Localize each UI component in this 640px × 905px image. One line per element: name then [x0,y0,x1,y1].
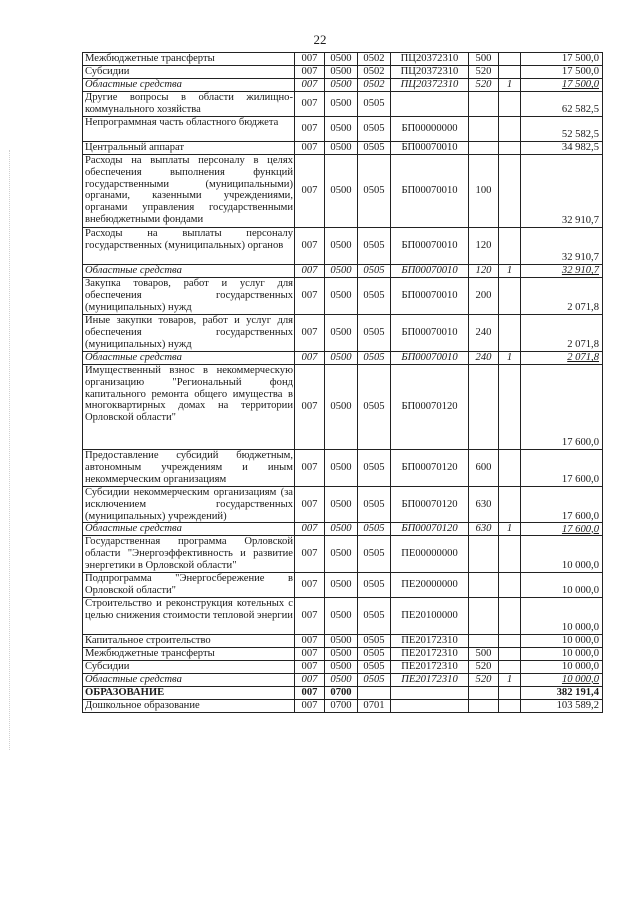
grbs-code-cell: 007 [295,699,325,712]
target-article-cell: БП00070010 [391,315,469,352]
target-article-cell: ПЕ20172310 [391,634,469,647]
section-code-cell: 0500 [325,92,358,117]
subsection-code-cell: 0505 [358,597,391,634]
section-code-cell: 0500 [325,450,358,487]
section-code-cell: 0500 [325,673,358,686]
expense-type-cell: 240 [469,315,499,352]
subsection-code-cell: 0502 [358,53,391,66]
table-row [83,53,603,66]
amount-cell: 2 071,8 [521,352,603,365]
section-code-cell: 0500 [325,53,358,66]
target-article-cell: ПЦ20372310 [391,66,469,79]
table-row [83,117,603,142]
table-row [83,686,603,699]
expense-name-cell: Областные средства [83,265,295,278]
amount-cell: 32 910,7 [521,155,603,228]
section-code-cell: 0500 [325,79,358,92]
subsection-code-cell: 0505 [358,450,391,487]
grbs-code-cell: 007 [295,487,325,523]
funding-source-cell: 1 [499,79,521,92]
target-article-cell: ПЕ20172310 [391,673,469,686]
funding-source-cell [499,315,521,352]
subsection-code-cell: 0502 [358,66,391,79]
amount-cell: 10 000,0 [521,673,603,686]
expense-name-cell: Закупка товаров, работ и услуг для обеспечения государственных (муниципальных) нужд [83,278,295,315]
page-number: 22 [313,32,327,47]
target-article-cell: БП00070010 [391,142,469,155]
section-code-cell: 0500 [325,487,358,523]
grbs-code-cell: 007 [295,597,325,634]
expense-name-cell: Другие вопросы в области жилищно-коммунального хозяйства [83,92,295,117]
funding-source-cell [499,155,521,228]
subsection-code-cell: 0505 [358,660,391,673]
expense-name-cell: Расходы на выплаты персоналу в целях обеспечения выполнения функций государственными (муниципальными) органами, казенными учреждениями, органами управления государственными внебюджетными фондами [83,155,295,228]
amount-cell: 10 000,0 [521,660,603,673]
grbs-code-cell: 007 [295,228,325,265]
amount-cell: 10 000,0 [521,572,603,597]
amount-cell: 17 500,0 [521,66,603,79]
grbs-code-cell: 007 [295,278,325,315]
subsection-code-cell: 0505 [358,228,391,265]
funding-source-cell [499,278,521,315]
expense-type-cell [469,117,499,142]
subsection-code-cell: 0505 [358,487,391,523]
funding-source-cell [499,686,521,699]
subsection-code-cell [358,686,391,699]
expense-name-cell: Центральный аппарат [83,142,295,155]
expense-type-cell: 520 [469,66,499,79]
subsection-code-cell: 0505 [358,647,391,660]
section-code-cell: 0500 [325,352,358,365]
subsection-code-cell: 0505 [358,142,391,155]
subsection-code-cell: 0505 [358,265,391,278]
grbs-code-cell: 007 [295,660,325,673]
expense-name-cell: Расходы на выплаты персоналу государственных (муниципальных) органов [83,228,295,265]
section-code-cell: 0500 [325,660,358,673]
grbs-code-cell: 007 [295,155,325,228]
expense-name-cell: Межбюджетные трансферты [83,53,295,66]
expense-type-cell: 520 [469,660,499,673]
table-row [83,142,603,155]
subsection-code-cell: 0505 [358,315,391,352]
section-code-cell: 0700 [325,686,358,699]
amount-cell: 17 600,0 [521,365,603,450]
amount-cell: 17 500,0 [521,53,603,66]
target-article-cell: ПЦ20372310 [391,53,469,66]
funding-source-cell [499,53,521,66]
funding-source-cell [499,142,521,155]
funding-source-cell [499,597,521,634]
table-row [83,315,603,352]
table-row [83,647,603,660]
amount-cell: 34 982,5 [521,142,603,155]
target-article-cell: ПЦ20372310 [391,79,469,92]
section-code-cell: 0500 [325,536,358,572]
expense-name-cell: ОБРАЗОВАНИЕ [83,686,295,699]
amount-cell: 17 500,0 [521,79,603,92]
subsection-code-cell: 0701 [358,699,391,712]
subsection-code-cell: 0502 [358,79,391,92]
table-row [83,265,603,278]
expense-name-cell: Государственная программа Орловской области "Энергоэффективность и развитие энергетики в Орловской области" [83,536,295,572]
amount-cell: 32 910,7 [521,265,603,278]
expense-name-cell: Капитальное строительство [83,634,295,647]
subsection-code-cell: 0505 [358,536,391,572]
grbs-code-cell: 007 [295,523,325,536]
table-row [83,352,603,365]
table-row [83,572,603,597]
funding-source-cell [499,634,521,647]
expense-type-cell: 500 [469,647,499,660]
table-row [83,66,603,79]
funding-source-cell: 1 [499,352,521,365]
expense-type-cell: 100 [469,155,499,228]
expense-type-cell [469,572,499,597]
target-article-cell: БП00070010 [391,155,469,228]
grbs-code-cell: 007 [295,572,325,597]
amount-cell: 10 000,0 [521,634,603,647]
funding-source-cell [499,66,521,79]
grbs-code-cell: 007 [295,365,325,450]
target-article-cell: БП00070010 [391,278,469,315]
expense-name-cell: Имущественный взнос в некоммерческую организацию "Региональный фонд капитального ремонта общего имущества в многоквартирных домах на территории Орловской области" [83,365,295,450]
expense-type-cell [469,92,499,117]
grbs-code-cell: 007 [295,66,325,79]
section-code-cell: 0500 [325,365,358,450]
amount-cell: 10 000,0 [521,647,603,660]
grbs-code-cell: 007 [295,92,325,117]
grbs-code-cell: 007 [295,634,325,647]
grbs-code-cell: 007 [295,686,325,699]
expense-name-cell: Областные средства [83,352,295,365]
subsection-code-cell: 0505 [358,673,391,686]
grbs-code-cell: 007 [295,536,325,572]
expense-name-cell: Предоставление субсидий бюджетным, автономным учреждениям и иным некоммерческим организациям [83,450,295,487]
amount-cell: 52 582,5 [521,117,603,142]
subsection-code-cell: 0505 [358,352,391,365]
section-code-cell: 0500 [325,315,358,352]
funding-source-cell [499,450,521,487]
expense-name-cell: Областные средства [83,523,295,536]
section-code-cell: 0500 [325,265,358,278]
target-article-cell: БП00070010 [391,228,469,265]
expense-name-cell: Непрограммная часть областного бюджета [83,117,295,142]
amount-cell: 2 071,8 [521,315,603,352]
amount-cell: 17 600,0 [521,487,603,523]
table-row [83,597,603,634]
expense-name-cell: Областные средства [83,79,295,92]
funding-source-cell [499,699,521,712]
funding-source-cell [499,647,521,660]
table-row [83,673,603,686]
expense-name-cell: Иные закупки товаров, работ и услуг для обеспечения государственных (муниципальных) нужд [83,315,295,352]
table-row [83,634,603,647]
target-article-cell: БП00070120 [391,450,469,487]
subsection-code-cell: 0505 [358,365,391,450]
grbs-code-cell: 007 [295,142,325,155]
grbs-code-cell: 007 [295,265,325,278]
target-article-cell: ПЕ20100000 [391,597,469,634]
expense-type-cell [469,365,499,450]
table-row [83,450,603,487]
funding-source-cell [499,228,521,265]
expense-type-cell: 630 [469,487,499,523]
table-row [83,228,603,265]
subsection-code-cell: 0505 [358,572,391,597]
amount-cell: 10 000,0 [521,536,603,572]
funding-source-cell: 1 [499,265,521,278]
section-code-cell: 0500 [325,634,358,647]
subsection-code-cell: 0505 [358,92,391,117]
table-row [83,699,603,712]
funding-source-cell [499,536,521,572]
target-article-cell: БП00070120 [391,523,469,536]
table-row [83,278,603,315]
target-article-cell: БП00070120 [391,365,469,450]
funding-source-cell: 1 [499,673,521,686]
table-row [83,92,603,117]
grbs-code-cell: 007 [295,79,325,92]
budget-table-body [83,53,603,713]
expense-name-cell: Субсидии некоммерческим организациям (за исключением государственных (муниципальных) учреждений) [83,487,295,523]
subsection-code-cell: 0505 [358,278,391,315]
subsection-code-cell: 0505 [358,155,391,228]
table-row [83,536,603,572]
expense-type-cell [469,536,499,572]
section-code-cell: 0500 [325,572,358,597]
amount-cell: 17 600,0 [521,450,603,487]
grbs-code-cell: 007 [295,315,325,352]
funding-source-cell [499,572,521,597]
expense-type-cell: 500 [469,53,499,66]
expense-name-cell: Подпрограмма "Энергосбережение в Орловской области" [83,572,295,597]
section-code-cell: 0500 [325,117,358,142]
funding-source-cell [499,487,521,523]
amount-cell: 2 071,8 [521,278,603,315]
expense-type-cell [469,597,499,634]
table-row [83,660,603,673]
table-row [83,487,603,523]
target-article-cell: ПЕ20000000 [391,572,469,597]
target-article-cell [391,699,469,712]
expense-name-cell: Строительство и реконструкция котельных с целью снижения стоимости тепловой энергии [83,597,295,634]
subsection-code-cell: 0505 [358,117,391,142]
grbs-code-cell: 007 [295,117,325,142]
expense-name-cell: Дошкольное образование [83,699,295,712]
table-row [83,155,603,228]
amount-cell: 32 910,7 [521,228,603,265]
amount-cell: 10 000,0 [521,597,603,634]
section-code-cell: 0500 [325,647,358,660]
budget-table [82,52,603,713]
funding-source-cell [499,660,521,673]
expense-type-cell: 120 [469,265,499,278]
expense-type-cell: 120 [469,228,499,265]
target-article-cell [391,686,469,699]
expense-type-cell [469,686,499,699]
target-article-cell: БП00070120 [391,487,469,523]
expense-name-cell: Областные средства [83,673,295,686]
grbs-code-cell: 007 [295,53,325,66]
section-code-cell: 0500 [325,278,358,315]
table-row [83,79,603,92]
target-article-cell: БП00000000 [391,117,469,142]
amount-cell: 17 600,0 [521,523,603,536]
target-article-cell: ПЕ00000000 [391,536,469,572]
expense-type-cell: 630 [469,523,499,536]
expense-type-cell: 200 [469,278,499,315]
target-article-cell: ПЕ20172310 [391,660,469,673]
section-code-cell: 0500 [325,597,358,634]
grbs-code-cell: 007 [295,450,325,487]
amount-cell: 62 582,5 [521,92,603,117]
funding-source-cell: 1 [499,523,521,536]
grbs-code-cell: 007 [295,352,325,365]
expense-name-cell: Субсидии [83,66,295,79]
target-article-cell: БП00070010 [391,352,469,365]
amount-cell: 103 589,2 [521,699,603,712]
section-code-cell: 0700 [325,699,358,712]
expense-name-cell: Субсидии [83,660,295,673]
expense-type-cell: 600 [469,450,499,487]
subsection-code-cell: 0505 [358,523,391,536]
expense-type-cell [469,634,499,647]
expense-type-cell: 520 [469,673,499,686]
expense-type-cell: 240 [469,352,499,365]
table-row [83,365,603,450]
scan-edge-marks [9,150,11,750]
funding-source-cell [499,117,521,142]
grbs-code-cell: 007 [295,673,325,686]
expense-type-cell [469,142,499,155]
section-code-cell: 0500 [325,66,358,79]
section-code-cell: 0500 [325,228,358,265]
section-code-cell: 0500 [325,155,358,228]
expense-name-cell: Межбюджетные трансферты [83,647,295,660]
funding-source-cell [499,365,521,450]
table-row [83,523,603,536]
target-article-cell: ПЕ20172310 [391,647,469,660]
target-article-cell: БП00070010 [391,265,469,278]
expense-type-cell [469,699,499,712]
amount-cell: 382 191,4 [521,686,603,699]
section-code-cell: 0500 [325,523,358,536]
target-article-cell [391,92,469,117]
subsection-code-cell: 0505 [358,634,391,647]
section-code-cell: 0500 [325,142,358,155]
grbs-code-cell: 007 [295,647,325,660]
funding-source-cell [499,92,521,117]
expense-type-cell: 520 [469,79,499,92]
